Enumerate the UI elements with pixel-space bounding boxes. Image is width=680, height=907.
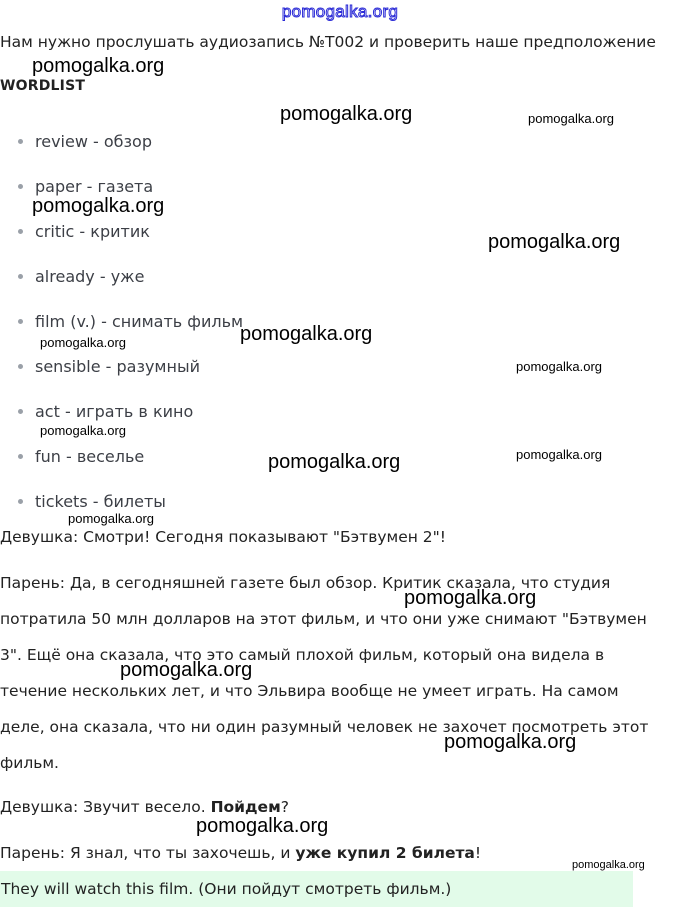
wordlist-heading: WORDLIST — [0, 78, 86, 94]
bullet-icon — [18, 139, 23, 144]
bullet-icon — [18, 229, 23, 234]
dialog-line: потратила 50 млн долларов на этот фильм, и что они уже снимают "Бэтвумен — [0, 610, 647, 628]
bullet-icon — [18, 319, 23, 324]
watermark: pomogalka.org — [240, 323, 373, 345]
top-watermark: pomogalka.org — [281, 2, 399, 21]
dialog-line: фильм. — [0, 754, 59, 772]
list-item — [18, 311, 243, 333]
watermark: pomogalka.org — [488, 231, 621, 253]
list-item — [18, 491, 166, 513]
dialog-line: Парень: Да, в сегодняшней газете был обзор. Критик сказала, что студия — [0, 574, 611, 592]
dialog-line: деле, она сказала, что ни один разумный человек не захочет посмотреть этот — [0, 718, 649, 736]
dialog-text: Девушка: Звучит весело. — [0, 798, 211, 816]
wordlist-entry: paper - газета — [35, 177, 154, 196]
list-item — [18, 266, 144, 288]
bullet-icon — [18, 409, 23, 414]
watermark: pomogalka.org — [404, 587, 537, 609]
wordlist-entry: film (v.) - снимать фильм — [35, 312, 244, 331]
dialog-line: течение нескольких лет, и что Эльвира вообще не умеет играть. На самом — [0, 682, 619, 700]
list-item — [18, 446, 144, 468]
answer-highlight: They will watch this film. (Они пойдут смотреть фильм.) — [0, 871, 633, 907]
wordlist-entry: act - играть в кино — [35, 402, 194, 421]
bullet-icon — [18, 454, 23, 459]
bullet-icon — [18, 184, 23, 189]
list-item — [18, 221, 150, 243]
wordlist-entry: already - уже — [35, 267, 145, 286]
watermark: pomogalka.org — [528, 111, 614, 126]
dialog-line: Девушка: Смотри! Сегодня показывают "Бэтвумен 2"! — [0, 528, 447, 546]
dialog-text: ! — [474, 844, 482, 862]
watermark: pomogalka.org — [280, 103, 413, 125]
watermark: pomogalka.org — [120, 659, 253, 681]
bullet-icon — [18, 364, 23, 369]
watermark: pomogalka.org — [32, 195, 165, 217]
wordlist-entry: fun - веселье — [35, 447, 145, 466]
wordlist-entry: review - обзор — [35, 132, 152, 151]
watermark: pomogalka.org — [516, 359, 602, 374]
watermark: pomogalka.org — [68, 511, 154, 526]
dialog-line — [0, 798, 680, 816]
watermark: pomogalka.org — [516, 447, 602, 462]
list-item — [18, 131, 152, 153]
intro-text: Нам нужно прослушать аудиозапись №T002 и проверить наше предположение — [0, 33, 656, 51]
watermark: pomogalka.org — [40, 335, 126, 350]
wordlist-entry: critic - критик — [35, 222, 150, 241]
watermark: pomogalka.org — [40, 423, 126, 438]
dialog-bold-text: уже купил 2 билета — [295, 844, 475, 862]
bullet-icon — [18, 274, 23, 279]
watermark: pomogalka.org — [572, 859, 645, 871]
watermark: pomogalka.org — [32, 55, 165, 77]
watermark: pomogalka.org — [444, 731, 577, 753]
dialog-text: ? — [280, 798, 289, 816]
dialog-line: 3". Ещё она сказала, что это самый плохой фильм, который она видела в — [0, 646, 605, 664]
wordlist-entry: sensible - разумный — [35, 357, 200, 376]
list-item — [18, 401, 193, 423]
wordlist-entry: tickets - билеты — [35, 492, 166, 511]
watermark: pomogalka.org — [268, 451, 401, 473]
bullet-icon — [18, 499, 23, 504]
watermark: pomogalka.org — [196, 815, 329, 837]
dialog-bold-text: Пойдем — [210, 798, 281, 816]
dialog-text: Парень: Я знал, что ты захочешь, и — [0, 844, 296, 862]
list-item — [18, 356, 200, 378]
